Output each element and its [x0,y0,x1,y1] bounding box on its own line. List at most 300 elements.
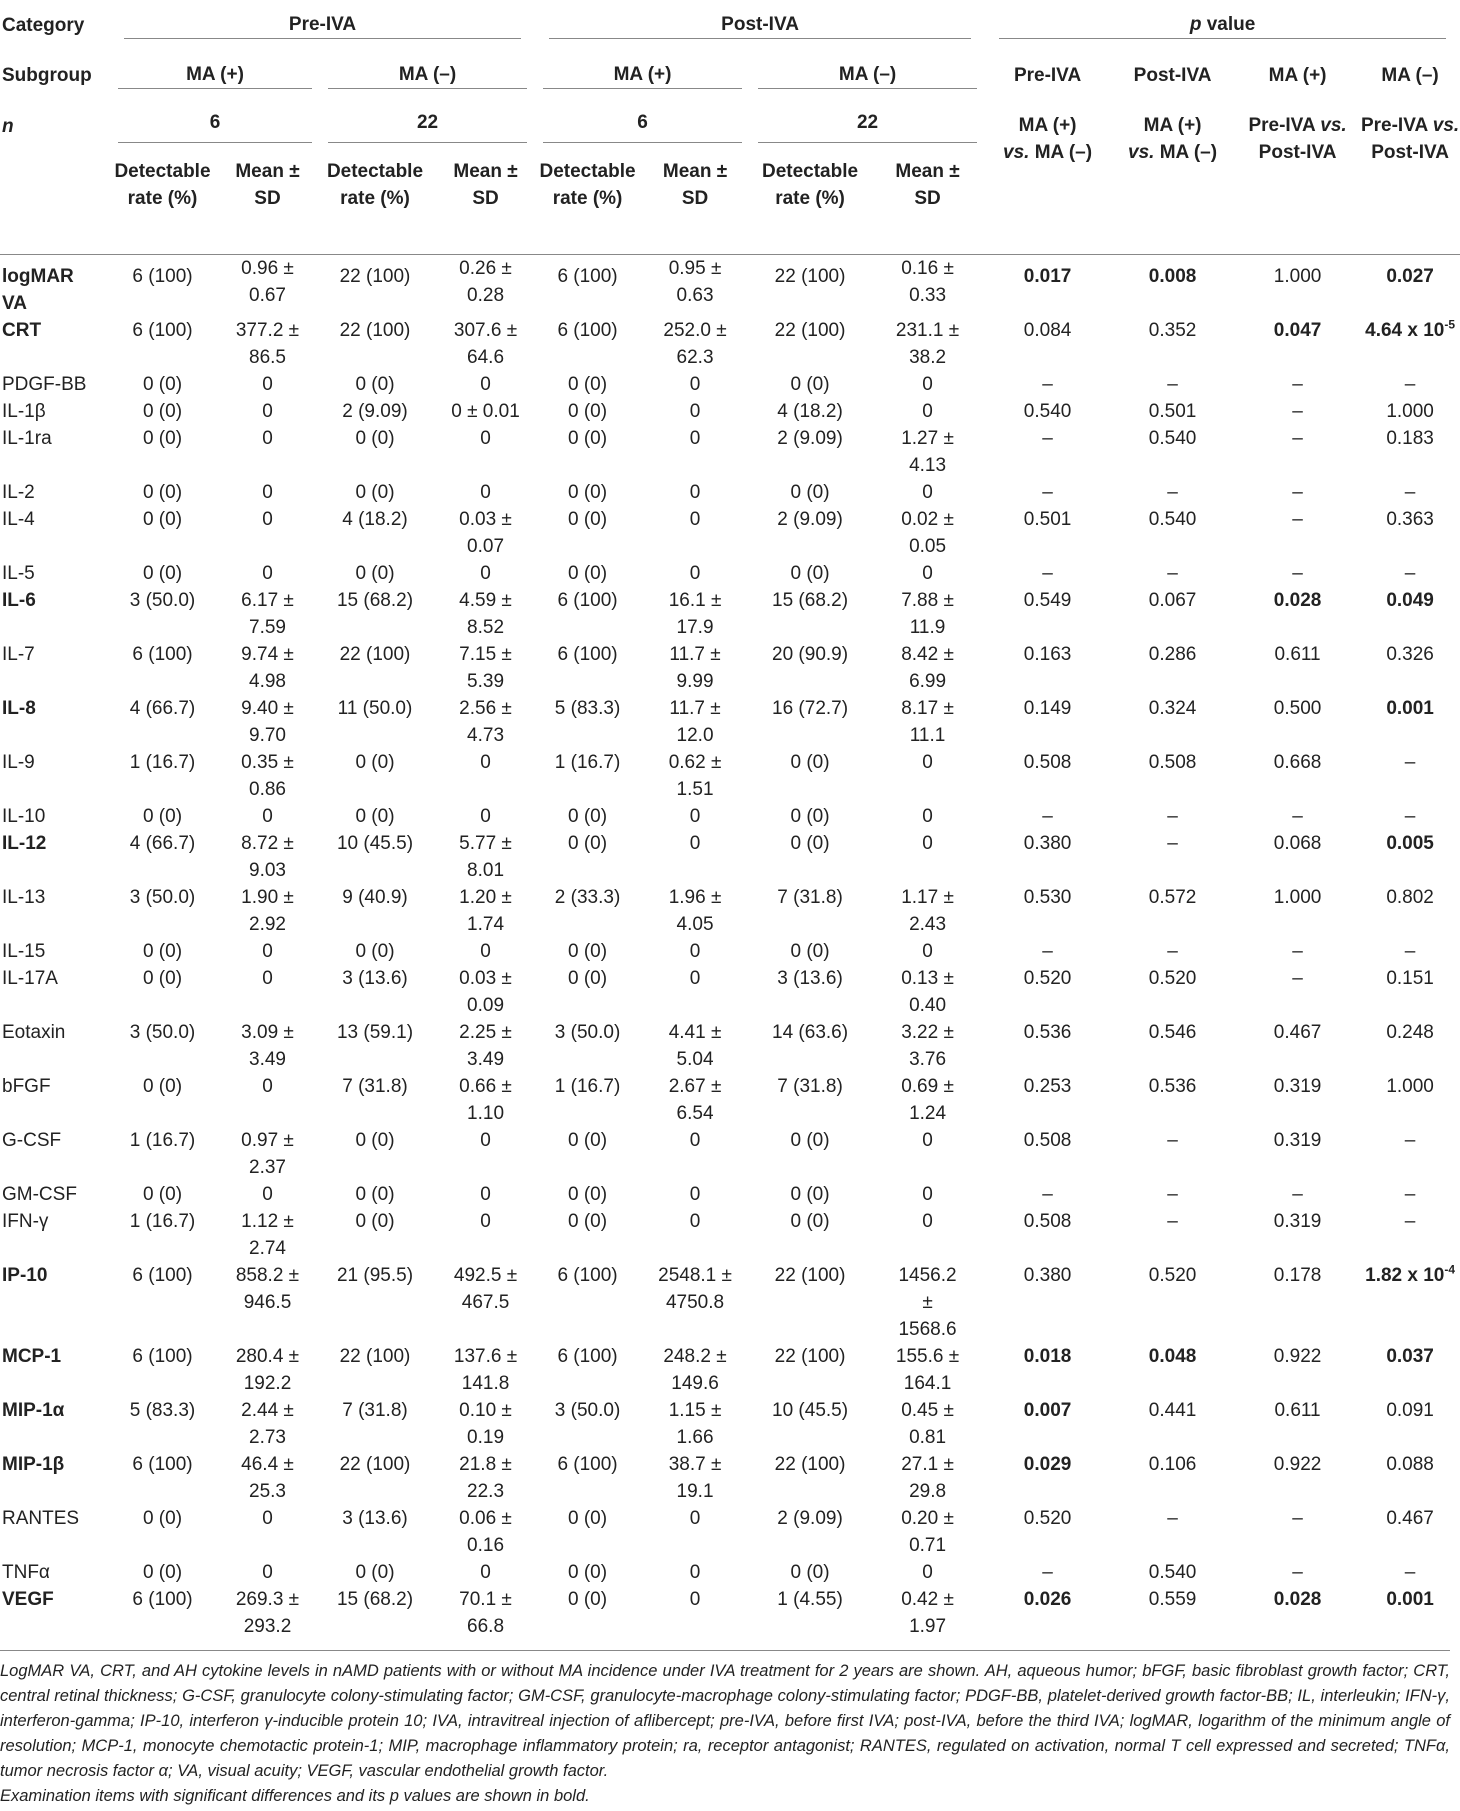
n-post-pos [535,100,750,152]
p-value-text: 0.037 [1386,1346,1434,1367]
p-value-text: – [1042,1184,1053,1205]
header-row-category [0,0,1460,50]
p-value-exponent: -4 [1444,1262,1456,1277]
table-cell: 0.10 ± 0.19 [459,1400,512,1448]
p-value-text: 0.546 [1148,1022,1197,1043]
post-ma-pos-label: MA (+) [543,61,742,89]
table-cell: 2.67 ± 6.54 [668,1076,722,1124]
p-value-cell [1110,371,1235,398]
pre-pos-rate-header: Detectable rate (%) [110,152,215,255]
table-cell: 22 (100) [339,644,411,665]
p-value-cell [1235,830,1360,884]
table-cell: 11 (50.0) [337,698,413,719]
p-value-text: 0.029 [1023,1454,1072,1475]
row-label: IL-1β [2,401,46,422]
table-cell: 0 [262,563,273,584]
p-value-cell [985,1073,1110,1127]
p-value-cell [1235,398,1360,425]
p-value-cell [985,479,1110,506]
table-row [0,371,1460,398]
p-value-label [999,11,1446,39]
p-value-text: 0.151 [1386,968,1434,989]
p-value-cell [1235,1397,1360,1451]
table-row [0,1127,1460,1181]
p-value-text: – [1292,968,1303,989]
table-cell: 1.15 ± 1.66 [668,1400,722,1448]
table-row [0,1343,1460,1397]
table-cell: 0.69 ± 1.24 [901,1076,954,1124]
p-value-cell [985,1343,1110,1397]
row-label: bFGF [2,1076,51,1097]
p-value-exponent: -5 [1444,317,1456,332]
p-value-text: 0.028 [1273,1589,1322,1610]
p-value-text: 0.540 [1148,1562,1197,1583]
table-cell: 0 [922,374,933,395]
p-value-cell [1235,560,1360,587]
table-cell: 11.7 ± 9.99 [669,644,721,692]
row-label: IL-10 [2,806,46,827]
table-cell: 0 (0) [568,563,608,584]
p-value-cell [985,317,1110,371]
table-cell: 252.0 ± 62.3 [663,320,727,368]
table-row [0,587,1460,641]
p-value-cell [1235,1262,1360,1343]
table-cell: 3.09 ± 3.49 [241,1022,294,1070]
table-cell: 6 (100) [557,320,618,341]
table-cell: 0 [262,1076,273,1097]
table-header [0,0,1460,255]
p-value-cell [1235,803,1360,830]
p-value-text: 0.253 [1023,1076,1072,1097]
post-pos-rate-header: Detectable rate (%) [535,152,640,255]
table-cell: 0 [689,1508,701,1529]
p-value-cell [985,641,1110,695]
table-cell: 0 [689,1130,701,1151]
p-value-cell [1110,1208,1235,1262]
p-value-text: 1.000 [1386,1076,1434,1097]
p-value-cell [1110,695,1235,749]
table-cell: 858.2 ± 946.5 [235,1265,300,1313]
p-value-text: 0.183 [1386,428,1434,449]
table-cell: 10 (45.5) [772,1400,849,1421]
table-cell: 5 (83.3) [129,1400,196,1421]
p-value-cell [1360,695,1460,749]
table-cell: 1 (16.7) [129,1211,196,1232]
table-cell: 0 (0) [568,806,608,827]
p-value-cell [1360,1586,1460,1644]
p-value-text: 0.467 [1273,1022,1322,1043]
table-row [0,695,1460,749]
p-value-text: – [1042,428,1053,449]
table-cell: 3 (50.0) [554,1022,621,1043]
table-cell: 6 (100) [132,1346,193,1367]
table-row [0,641,1460,695]
table-cell: 4.59 ± 8.52 [459,590,512,638]
table-cell: 0 (0) [142,806,183,827]
table-cell: 6 (100) [132,1265,193,1286]
table-cell: 9 (40.9) [342,887,408,908]
table-cell: 16 (72.7) [772,698,849,719]
table-cell: 3.22 ± 3.76 [901,1022,954,1070]
table-cell: 0 ± 0.01 [451,401,520,422]
table-cell: 7.15 ± 5.39 [459,644,512,692]
p-col-2-top: Post-IVA [1133,64,1212,86]
table-cell: 20 (90.9) [772,644,849,665]
p-col-2-desc: MA (+) vs. MA (–) [1110,100,1235,255]
n-pre-pos [110,100,320,152]
p-value-cell [1235,884,1360,938]
table-cell: 0 [689,563,701,584]
table-row [0,1262,1460,1343]
p-value-text: 0.501 [1148,401,1197,422]
table-body [0,255,1460,1645]
pre-neg-mean-header: Mean ± SD [430,152,535,255]
table-cell: 4 (18.2) [777,401,843,422]
p-value-cell [1110,317,1235,371]
p-value-text: – [1292,563,1303,584]
p-value-text: 0.540 [1148,428,1197,449]
p-value-text: 0.319 [1273,1076,1322,1097]
p-value-text: – [1292,482,1303,503]
table-row [0,1208,1460,1262]
row-label: CRT [2,320,42,341]
p-col-3-desc: Pre-IVA vs. Post-IVA [1235,100,1360,255]
table-row [0,317,1460,371]
table-cell: 8.17 ± 11.1 [901,698,954,746]
p-value-text: 0.106 [1148,1454,1197,1475]
p-value-cell [1235,1451,1360,1505]
p-value-cell [1110,506,1235,560]
table-cell: 1.27 ± 4.13 [901,428,954,476]
table-row [0,1586,1460,1644]
table-cell: 0.20 ± 0.71 [901,1508,954,1556]
p-value-text: – [1042,1562,1053,1583]
table-cell: 0 [262,806,273,827]
table-cell: 0 [262,1562,273,1583]
table-cell: 0 (0) [355,563,395,584]
table-cell: 0 (0) [568,1211,608,1232]
row-label: PDGF-BB [2,374,87,395]
p-value-text: 0.007 [1023,1400,1072,1421]
table-footnote [0,1650,1450,1809]
table-cell: 0 [262,374,273,395]
table-cell: 0 [689,806,701,827]
table-cell: 1456.2 ± 1568.6 [898,1265,957,1340]
p-value-cell [1110,1127,1235,1181]
table-cell: 0.96 ± 0.67 [241,258,294,306]
n-label: n [2,115,14,137]
p-value-text: 0.068 [1273,833,1322,854]
table-cell: 0 [922,941,933,962]
table-cell: 0 [262,509,273,530]
row-label: MIP-1β [2,1454,65,1475]
p-value-cell [1360,1559,1460,1586]
row-label: TNFα [2,1562,50,1583]
p-value-text: 0.802 [1386,887,1434,908]
table-cell: 6 (100) [132,266,193,287]
table-cell: 22 (100) [339,320,411,341]
table-cell: 46.4 ± 25.3 [241,1454,294,1502]
p-value-text: – [1404,1184,1416,1205]
table-cell: 0 [480,482,491,503]
row-label: G-CSF [2,1130,62,1151]
table-cell: 4.41 ± 5.04 [668,1022,722,1070]
p-value-cell [1110,884,1235,938]
p-value-text: – [1292,374,1303,395]
table-cell: 0 (0) [142,1184,183,1205]
table-cell: 13 (59.1) [336,1022,414,1043]
p-value-cell [1360,803,1460,830]
p-value-cell [985,965,1110,1019]
p-value-cell [1110,1559,1235,1586]
p-value-cell [1360,398,1460,425]
p-value-cell [985,1559,1110,1586]
table-cell: 16.1 ± 17.9 [668,590,722,638]
table-row [0,425,1460,479]
p-value-text: – [1404,752,1416,773]
table-cell: 0 [922,833,933,854]
table-cell: 2.56 ± 4.73 [459,698,512,746]
table-cell: 0 [689,509,701,530]
table-cell: 0 (0) [142,1076,183,1097]
pre-ma-pos-header [110,50,320,100]
table-cell: 0 (0) [142,482,183,503]
p-col-1-top: Pre-IVA [1013,64,1082,86]
p-value-cell [1110,830,1235,884]
table-cell: 280.4 ± 192.2 [235,1346,300,1394]
p-value-cell [1360,1397,1460,1451]
table-cell: 2.25 ± 3.49 [459,1022,512,1070]
table-cell: 3 (50.0) [129,887,196,908]
p-col-1-desc: MA (+) vs. MA (–) [985,100,1110,255]
p-value-cell [1110,1019,1235,1073]
p-value-rest: value [1201,14,1256,35]
p-value-text: 0.380 [1023,833,1072,854]
p-value-text: 0.922 [1273,1346,1322,1367]
p-value-cell [1110,641,1235,695]
table-row [0,1181,1460,1208]
p-value-cell [1235,479,1360,506]
p-value-text: 0.508 [1023,752,1072,773]
table-cell: 1.96 ± 4.05 [668,887,722,935]
pre-ma-neg-label: MA (–) [328,61,527,89]
p-value-cell [1235,587,1360,641]
table-cell: 8.72 ± 9.03 [241,833,294,881]
p-col-4-desc: Pre-IVA vs. Post-IVA [1360,100,1460,255]
p-value-cell [985,425,1110,479]
p-value-text: – [1404,374,1416,395]
table-cell: 6 (100) [132,1454,193,1475]
p-value-cell [1360,830,1460,884]
p-value-cell [985,371,1110,398]
table-cell: 0 [689,482,701,503]
table-cell: 14 (63.6) [772,1022,849,1043]
table-row [0,1019,1460,1073]
table-cell: 5.77 ± 8.01 [459,833,512,881]
table-cell: 0 [689,1589,701,1610]
row-label: RANTES [2,1508,80,1529]
p-value-text: 0.508 [1148,752,1197,773]
table-cell: 1.12 ± 2.74 [241,1211,294,1259]
table-row [0,255,1460,318]
table-cell: 2548.1 ± 4750.8 [658,1265,732,1313]
table-cell: 0 [922,563,933,584]
table-cell: 307.6 ± 64.6 [453,320,518,368]
p-value-cell [1235,1343,1360,1397]
table-cell: 22 (100) [774,266,846,287]
table-cell: 0 (0) [790,806,830,827]
table-cell: 6 (100) [557,1265,618,1286]
table-cell: 0 [689,374,701,395]
p-value-cell [1360,1208,1460,1262]
table-cell: 0 [262,1508,273,1529]
row-label: IL-6 [2,590,36,611]
p-value-cell [1235,1586,1360,1644]
table-cell: 6 (100) [132,644,193,665]
table-row [0,884,1460,938]
p-value-cell [1360,1181,1460,1208]
p-value-cell [985,506,1110,560]
p-value-text: – [1404,806,1416,827]
table-cell: 0 [689,1562,701,1583]
table-cell: 3 (13.6) [342,1508,408,1529]
p-value-text: – [1042,374,1053,395]
table-cell: 0 (0) [142,941,183,962]
table-cell: 0 (0) [142,401,183,422]
table-cell: 0 (0) [790,482,830,503]
p-value-text: 1.000 [1273,266,1322,287]
p-value-text: – [1042,941,1053,962]
table-cell: 3 (13.6) [342,968,408,989]
table-cell: 0 [922,1562,933,1583]
p-value-text: 1.000 [1386,401,1434,422]
table-cell: 2 (33.3) [554,887,621,908]
p-value-cell [985,1127,1110,1181]
p-value-cell [1110,1262,1235,1343]
p-value-cell [1110,1181,1235,1208]
table-cell: 22 (100) [774,320,846,341]
table-cell: 1.90 ± 2.92 [241,887,294,935]
p-value-text: 0.530 [1023,887,1072,908]
p-value-cell [985,1451,1110,1505]
p-col-4-top: MA (–) [1381,64,1439,86]
p-value-text: 0.324 [1148,698,1197,719]
p-value-text: – [1167,941,1178,962]
table-cell: 3 (50.0) [129,590,196,611]
p-value-cell [985,695,1110,749]
p-value-text: – [1292,1508,1303,1529]
p-value-cell [1360,317,1460,371]
row-label: MCP-1 [2,1346,62,1367]
p-value-text: 0.048 [1148,1346,1197,1367]
table-cell: 0 (0) [790,374,830,395]
table-cell: 0.26 ± 0.28 [459,258,512,306]
row-label: IL-4 [2,509,35,530]
table-cell: 0 (0) [568,968,608,989]
post-ma-pos-header [535,50,750,100]
p-value-text: 0.508 [1023,1130,1072,1151]
table-cell: 15 (68.2) [336,590,414,611]
table-cell: 0 (0) [142,374,183,395]
p-value-text: 0.363 [1386,509,1434,530]
row-label: IL-5 [2,563,35,584]
table-cell: 0 [922,806,933,827]
p-value-cell [1235,1208,1360,1262]
table-cell: 21.8 ± 22.3 [459,1454,512,1502]
p-value-text: – [1404,1211,1416,1232]
table-cell: 22 (100) [339,1454,411,1475]
p-value-cell [1235,749,1360,803]
p-value-text: 0.500 [1273,698,1322,719]
category-label: Category [2,14,85,36]
p-value-cell [1360,255,1460,318]
table-cell: 10 (45.5) [336,833,414,854]
table-cell: 2.44 ± 2.73 [241,1400,294,1448]
p-value-cell [985,560,1110,587]
p-value-cell [1110,255,1235,318]
p-value-text: – [1292,806,1303,827]
table-cell: 0 [480,806,491,827]
p-value-cell [1360,560,1460,587]
table-cell: 0 (0) [568,1130,608,1151]
p-value-cell [1235,506,1360,560]
row-label: IL-7 [2,644,35,665]
table-cell: 0.42 ± 1.97 [901,1589,954,1637]
table-cell: 0.03 ± 0.09 [459,968,512,1016]
table-cell: 0 [262,941,273,962]
table-row [0,1559,1460,1586]
table-cell: 4 (66.7) [129,833,196,854]
table-cell: 0.35 ± 0.86 [241,752,294,800]
p-value-text: 0.520 [1023,1508,1072,1529]
p-value-text: – [1167,1211,1178,1232]
table-cell: 22 (100) [774,1454,846,1475]
table-cell: 11.7 ± 12.0 [669,698,721,746]
table-cell: 0.16 ± 0.33 [901,258,954,306]
table-cell: 0 [922,401,933,422]
table-cell: 0 (0) [355,482,395,503]
table-cell: 0 (0) [142,428,183,449]
p-value-cell [1360,479,1460,506]
table-cell: 1 (16.7) [129,752,196,773]
table-cell: 6 (100) [557,1454,618,1475]
p-value-text: 0.441 [1148,1400,1197,1421]
p-value-cell [1235,695,1360,749]
p-value-text: 0.319 [1273,1130,1322,1151]
p-value-cell [1360,371,1460,398]
table-cell: 0 (0) [355,374,395,395]
p-value-cell [1110,938,1235,965]
p-value-cell [1360,641,1460,695]
table-cell: 0 (0) [790,833,830,854]
table-cell: 0 [689,833,701,854]
p-value-text: 0.001 [1386,698,1434,719]
table-cell: 155.6 ± 164.1 [895,1346,960,1394]
p-value-text: 0.536 [1023,1022,1072,1043]
p-value-cell [1235,1505,1360,1559]
p-value-cell [1110,965,1235,1019]
table-cell: 1 (16.7) [554,1076,621,1097]
p-value-cell [985,1208,1110,1262]
pre-ma-neg-header [320,50,535,100]
p-value-cell [1360,884,1460,938]
table-cell: 0 (0) [568,509,608,530]
p-value-text: – [1292,401,1303,422]
table-cell: 1 (16.7) [129,1130,196,1151]
table-cell: 7 (31.8) [777,887,843,908]
p-value-cell [985,1262,1110,1343]
p-value-cell [1235,1073,1360,1127]
